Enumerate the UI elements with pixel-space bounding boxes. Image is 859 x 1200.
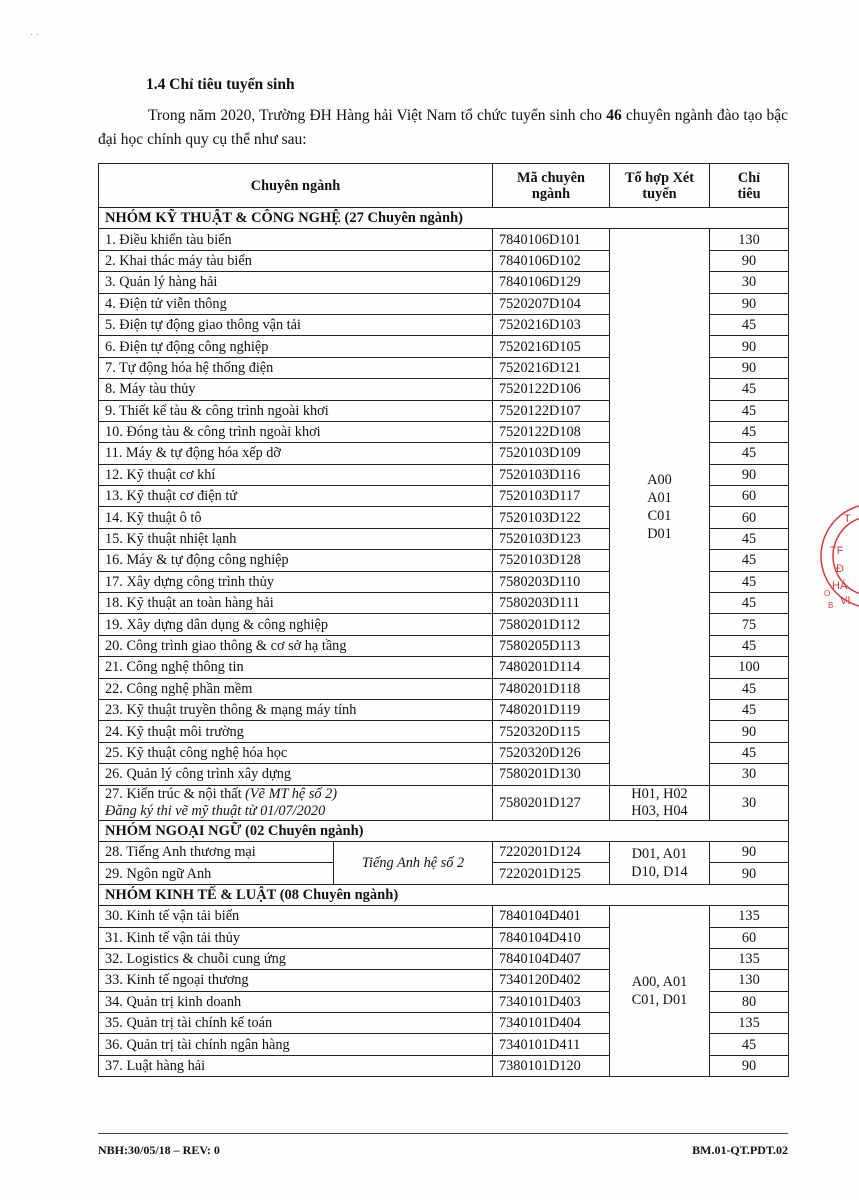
quota-value: 130 bbox=[710, 229, 789, 250]
quota-value: 135 bbox=[710, 948, 789, 969]
major-code: 7840104D401 bbox=[493, 906, 610, 927]
major-code: 7520103D117 bbox=[493, 486, 610, 507]
group-title: NHÓM NGOẠI NGỮ (02 Chuyên ngành) bbox=[99, 820, 789, 841]
table-row bbox=[99, 785, 789, 820]
major-name: 35. Quản trị tài chính kế toán bbox=[99, 1013, 493, 1034]
major-name: 7. Tự động hóa hệ thống điện bbox=[99, 357, 493, 378]
combo-cell-languages: D01, A01 D10, D14 bbox=[610, 841, 710, 884]
major-code: 7840104D407 bbox=[493, 948, 610, 969]
major-code: 7580201D112 bbox=[493, 614, 610, 635]
table-row bbox=[99, 229, 789, 250]
major-note-line2: Đăng ký thi vẽ mỹ thuật từ 01/07/2020 bbox=[105, 802, 326, 819]
major-name: 12. Kỹ thuật cơ khí bbox=[99, 464, 493, 485]
quota-value: 60 bbox=[710, 507, 789, 528]
major-name: 33. Kinh tế ngoại thương bbox=[99, 970, 493, 991]
quota-value: 100 bbox=[710, 657, 789, 678]
red-stamp-seal bbox=[818, 496, 859, 616]
major-code: 7840104D410 bbox=[493, 927, 610, 948]
major-code: 7220201D124 bbox=[493, 841, 610, 862]
major-name: 14. Kỹ thuật ô tô bbox=[99, 507, 493, 528]
svg-text:VI: VI bbox=[840, 595, 851, 607]
header-code: Mã chuyên ngành bbox=[493, 164, 610, 208]
major-code: 7520320D126 bbox=[493, 742, 610, 763]
combo-code: D01 bbox=[647, 525, 672, 542]
major-code: 7580201D130 bbox=[493, 764, 610, 785]
scan-artifact: · · bbox=[30, 30, 40, 41]
combo-cell: H01, H02 H03, H04 bbox=[610, 785, 710, 820]
major-name: 23. Kỹ thuật truyền thông & mạng máy tính bbox=[99, 699, 493, 720]
major-name: 20. Công trình giao thông & cơ sở hạ tầng bbox=[99, 635, 493, 656]
admission-table bbox=[98, 163, 789, 1077]
major-name: 26. Quản lý công trình xây dựng bbox=[99, 764, 493, 785]
major-code: 7580203D111 bbox=[493, 593, 610, 614]
quota-value: 90 bbox=[710, 863, 789, 884]
major-name: 17. Xây dựng công trình thủy bbox=[99, 571, 493, 592]
combo-code: A01 bbox=[647, 489, 672, 506]
combo-cell-economics: A00, A01 C01, D01 bbox=[610, 906, 710, 1077]
quota-value: 45 bbox=[710, 1034, 789, 1055]
major-code: 7840106D101 bbox=[493, 229, 610, 250]
major-code: 7580203D110 bbox=[493, 571, 610, 592]
major-code: 7580201D127 bbox=[493, 785, 610, 820]
intro-text-after: chuyên ngành đào tạo bậc đại học chính quy cụ thể như sau: bbox=[98, 107, 789, 148]
quota-value: 45 bbox=[710, 314, 789, 335]
header-major: Chuyên ngành bbox=[99, 164, 493, 208]
quota-value: 45 bbox=[710, 742, 789, 763]
major-name: 31. Kinh tế vận tải thủy bbox=[99, 927, 493, 948]
major-name: 18. Kỹ thuật an toàn hàng hải bbox=[99, 593, 493, 614]
quota-value: 45 bbox=[710, 421, 789, 442]
group-title: NHÓM KINH TẾ & LUẬT (08 Chuyên ngành) bbox=[99, 884, 789, 905]
major-name: 5. Điện tự động giao thông vận tải bbox=[99, 314, 493, 335]
major-code: 7520103D123 bbox=[493, 528, 610, 549]
major-note: Tiếng Anh hệ số 2 bbox=[334, 841, 493, 884]
quota-value: 135 bbox=[710, 1013, 789, 1034]
major-code: 7520103D116 bbox=[493, 464, 610, 485]
major-code: 7520216D121 bbox=[493, 357, 610, 378]
quota-value: 90 bbox=[710, 293, 789, 314]
major-code: 7340101D403 bbox=[493, 991, 610, 1012]
major-code: 7520207D104 bbox=[493, 293, 610, 314]
major-code: 7340101D411 bbox=[493, 1034, 610, 1055]
major-code: 7840106D102 bbox=[493, 250, 610, 271]
major-name: 37. Luật hàng hải bbox=[99, 1055, 493, 1076]
major-name: 21. Công nghệ thông tin bbox=[99, 657, 493, 678]
combo-code: A00 bbox=[647, 471, 672, 488]
svg-text:T: T bbox=[844, 513, 851, 525]
major-code: 7520320D115 bbox=[493, 721, 610, 742]
group-row-languages bbox=[99, 820, 789, 841]
major-code: 7840106D129 bbox=[493, 272, 610, 293]
major-code: 7520216D103 bbox=[493, 314, 610, 335]
quota-value: 30 bbox=[710, 272, 789, 293]
quota-value: 90 bbox=[710, 336, 789, 357]
major-name: 1. Điều khiển tàu biển bbox=[99, 229, 493, 250]
footer-divider bbox=[98, 1133, 788, 1134]
major-name: 16. Máy & tự động công nghiệp bbox=[99, 550, 493, 571]
major-code: 7480201D119 bbox=[493, 699, 610, 720]
quota-value: 90 bbox=[710, 357, 789, 378]
major-name: 4. Điện tử viễn thông bbox=[99, 293, 493, 314]
major-name: 13. Kỹ thuật cơ điện tử bbox=[99, 486, 493, 507]
group-title: NHÓM KỸ THUẬT & CÔNG NGHỆ (27 Chuyên ngành) bbox=[99, 208, 789, 229]
major-name bbox=[99, 785, 493, 820]
combo-code: C01 bbox=[647, 507, 672, 524]
quota-value: 45 bbox=[710, 400, 789, 421]
major-name: 29. Ngôn ngữ Anh bbox=[99, 863, 334, 884]
major-code: 7520103D122 bbox=[493, 507, 610, 528]
major-name: 10. Đóng tàu & công trình ngoài khơi bbox=[99, 421, 493, 442]
major-name: 32. Logistics & chuỗi cung ứng bbox=[99, 948, 493, 969]
quota-value: 90 bbox=[710, 250, 789, 271]
major-name: 28. Tiếng Anh thương mại bbox=[99, 841, 334, 862]
major-name: 24. Kỹ thuật môi trường bbox=[99, 721, 493, 742]
quota-value: 45 bbox=[710, 678, 789, 699]
svg-text:O: O bbox=[824, 589, 831, 598]
header-quota: Chỉ tiêu bbox=[710, 164, 789, 208]
quota-value: 90 bbox=[710, 464, 789, 485]
major-name: 3. Quản lý hàng hải bbox=[99, 272, 493, 293]
major-name: 6. Điện tự động công nghiệp bbox=[99, 336, 493, 357]
major-code: 7520122D106 bbox=[493, 379, 610, 400]
header-combo: Tổ hợp Xét tuyển bbox=[610, 164, 710, 208]
major-name: 11. Máy & tự động hóa xếp dỡ bbox=[99, 443, 493, 464]
intro-paragraph bbox=[98, 104, 788, 152]
intro-text-before: Trong năm 2020, Trường ĐH Hàng hải Việt Nam tổ chức tuyển sinh cho bbox=[148, 107, 607, 124]
major-code: 7580205D113 bbox=[493, 635, 610, 656]
major-code: 7520122D108 bbox=[493, 421, 610, 442]
quota-value: 45 bbox=[710, 379, 789, 400]
quota-value: 80 bbox=[710, 991, 789, 1012]
major-name: 30. Kinh tế vận tải biển bbox=[99, 906, 493, 927]
major-name: 8. Máy tàu thủy bbox=[99, 379, 493, 400]
quota-value: 90 bbox=[710, 841, 789, 862]
major-code: 7480201D118 bbox=[493, 678, 610, 699]
major-code: 7220201D125 bbox=[493, 863, 610, 884]
major-name: 19. Xây dựng dân dụng & công nghiệp bbox=[99, 614, 493, 635]
quota-value: 130 bbox=[710, 970, 789, 991]
major-code: 7520103D109 bbox=[493, 443, 610, 464]
svg-text:B: B bbox=[828, 601, 834, 610]
section-heading: 1.4 Chỉ tiêu tuyển sinh bbox=[146, 76, 295, 93]
major-code: 7380101D120 bbox=[493, 1055, 610, 1076]
major-code: 7340120D402 bbox=[493, 970, 610, 991]
major-code: 7520122D107 bbox=[493, 400, 610, 421]
quota-value: 45 bbox=[710, 635, 789, 656]
quota-value: 30 bbox=[710, 764, 789, 785]
major-name: 9. Thiết kế tàu & công trình ngoài khơi bbox=[99, 400, 493, 421]
major-name: 2. Khai thác máy tàu biển bbox=[99, 250, 493, 271]
quota-value: 45 bbox=[710, 699, 789, 720]
svg-text:Đ: Đ bbox=[836, 563, 844, 575]
group-row-engineering bbox=[99, 208, 789, 229]
major-code: 7520216D105 bbox=[493, 336, 610, 357]
quota-value: 45 bbox=[710, 443, 789, 464]
intro-count: 46 bbox=[606, 107, 622, 124]
major-name: 25. Kỹ thuật công nghệ hóa học bbox=[99, 742, 493, 763]
major-name: 34. Quản trị kinh doanh bbox=[99, 991, 493, 1012]
group-row-economics bbox=[99, 884, 789, 905]
major-code: 7340101D404 bbox=[493, 1013, 610, 1034]
quota-value: 45 bbox=[710, 571, 789, 592]
major-name: 36. Quản trị tài chính ngân hàng bbox=[99, 1034, 493, 1055]
major-name: 22. Công nghệ phần mềm bbox=[99, 678, 493, 699]
quota-value: 45 bbox=[710, 528, 789, 549]
quota-value: 90 bbox=[710, 721, 789, 742]
footer-revision: NBH:30/05/18 – REV: 0 bbox=[98, 1143, 220, 1157]
quota-value: 45 bbox=[710, 550, 789, 571]
svg-text:TF: TF bbox=[830, 545, 844, 557]
major-name-text: 27. Kiến trúc & nội thất bbox=[105, 785, 246, 802]
major-code: 7520103D128 bbox=[493, 550, 610, 571]
combo-cell-engineering bbox=[610, 229, 710, 785]
table-row bbox=[99, 841, 789, 862]
quota-value: 45 bbox=[710, 593, 789, 614]
table-row bbox=[99, 906, 789, 927]
major-code: 7480201D114 bbox=[493, 657, 610, 678]
table-header-row bbox=[99, 164, 789, 208]
svg-text:HÁ: HÁ bbox=[832, 580, 848, 592]
quota-value: 60 bbox=[710, 927, 789, 948]
major-note: (Vẽ MT hệ số 2) bbox=[245, 785, 338, 802]
footer-form-code: BM.01-QT.PDT.02 bbox=[692, 1143, 788, 1157]
quota-value: 75 bbox=[710, 614, 789, 635]
major-name: 15. Kỹ thuật nhiệt lạnh bbox=[99, 528, 493, 549]
quota-value: 135 bbox=[710, 906, 789, 927]
quota-value: 30 bbox=[710, 785, 789, 820]
quota-value: 90 bbox=[710, 1055, 789, 1076]
quota-value: 60 bbox=[710, 486, 789, 507]
